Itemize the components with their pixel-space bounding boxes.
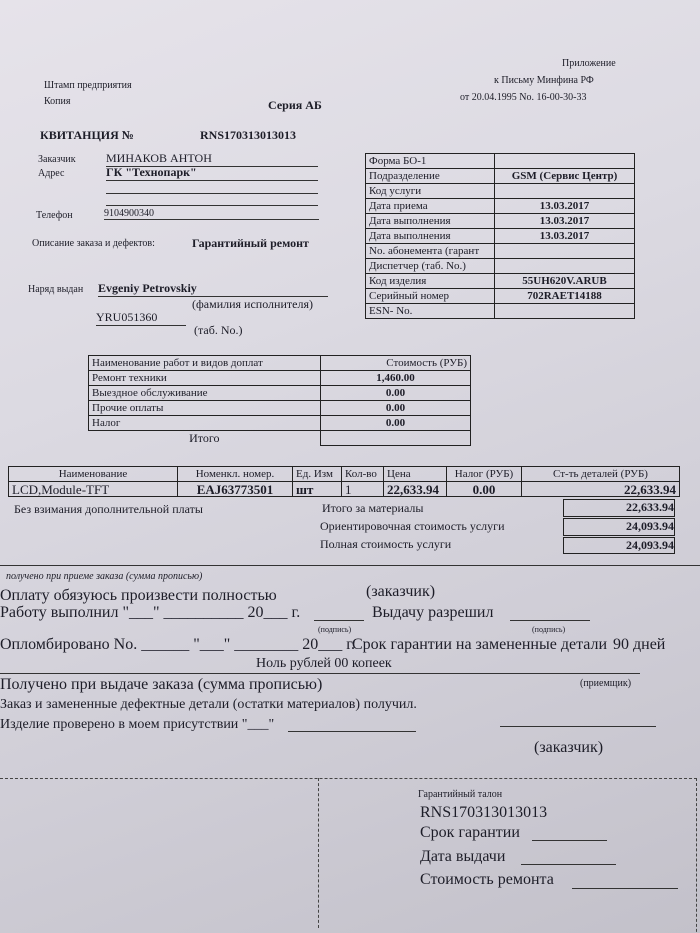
phone-label: Телефон	[36, 210, 73, 221]
customer-caption: (заказчик)	[366, 583, 436, 600]
coupon-issue-line	[521, 864, 616, 865]
address-line-3	[106, 205, 318, 206]
work-done-line: Работу выполнил "___" __________ 20___ г.	[0, 604, 301, 621]
form-row-label: Диспетчер (таб. No.)	[366, 259, 495, 274]
coupon-border	[0, 778, 697, 933]
form-row-label: Дата приема	[366, 199, 495, 214]
form-bo1-table	[365, 153, 635, 319]
parts-cell-code: EAJ63773501	[178, 482, 293, 497]
works-total-value	[321, 431, 471, 446]
parts-header: Номенкл. номер.	[178, 467, 293, 482]
works-table	[88, 355, 471, 446]
order-parts-text: Заказ и замененные дефектные детали (остатки материалов) получил.	[0, 697, 417, 712]
customer-caption-2: (заказчик)	[534, 739, 604, 756]
description-label: Описание заказа и дефектов:	[32, 238, 155, 249]
form-row-label: Дата выполнения	[366, 229, 495, 244]
work-done-signature-line	[314, 620, 364, 621]
coupon-divider	[318, 778, 319, 928]
warranty-days: 90 дней	[613, 636, 666, 653]
amount-words: Ноль рублей 00 копеек	[256, 656, 392, 671]
checked-line-1	[288, 731, 416, 732]
form-row-value: 55UH620V.ARUB	[495, 274, 635, 289]
materials-label: Итого за материалы	[322, 501, 424, 515]
works-row-name: Прочие оплаты	[89, 401, 321, 416]
form-row-value: 13.03.2017	[495, 229, 635, 244]
customer-value: МИНАКОВ АНТОН	[106, 151, 318, 167]
received-line	[0, 565, 700, 566]
issue-permit-line	[510, 620, 590, 621]
parts-table	[8, 466, 680, 497]
form-row-label: No. абонемента (гарант	[366, 244, 495, 259]
form-row-label: Код изделия	[366, 274, 495, 289]
works-row-name: Ремонт техники	[89, 371, 321, 386]
coupon-term-line	[532, 840, 607, 841]
appendix-line1: Приложение	[562, 58, 616, 69]
form-row-value	[495, 184, 635, 199]
receipt-label: КВИТАНЦИЯ №	[40, 128, 134, 142]
form-row	[366, 169, 635, 184]
parts-cell-tax: 0.00	[447, 482, 522, 497]
address-label: Адрес	[38, 168, 65, 179]
full-label: Полная стоимость услуги	[320, 537, 452, 551]
issue-permit-label: Выдачу разрешил	[372, 604, 494, 621]
form-row-value	[495, 244, 635, 259]
materials-value: 22,633.94	[563, 499, 675, 517]
form-row	[366, 244, 635, 259]
works-header-name: Наименование работ и видов доплат	[89, 356, 321, 371]
works-row-cost: 0.00	[321, 416, 471, 431]
tab-caption: (таб. No.)	[194, 323, 243, 337]
customer-label: Заказчик	[38, 154, 76, 165]
checked-line-2	[500, 726, 656, 727]
form-row	[366, 214, 635, 229]
works-header-cost: Стоимость (РУБ)	[321, 356, 471, 371]
form-row-label: Серийный номер	[366, 289, 495, 304]
stamp-label: Штамп предприятия	[44, 80, 132, 91]
receipt-number: RNS170313013013	[200, 128, 297, 142]
works-row-cost: 1,460.00	[321, 371, 471, 386]
acceptor-caption: (приемщик)	[580, 678, 632, 689]
phone-value: 9104900340	[104, 208, 319, 220]
parts-header: Кол-во	[342, 467, 384, 482]
no-charge-text: Без взимания дополнительной платы	[14, 502, 203, 516]
form-row-value	[495, 259, 635, 274]
series-label: Серия АБ	[268, 98, 322, 112]
issued-value: Evgeniy Petrovskiy	[98, 281, 328, 297]
form-row-value	[495, 304, 635, 319]
parts-cell-price: 22,633.94	[384, 482, 447, 497]
form-row	[366, 274, 635, 289]
form-row-label: Подразделение	[366, 169, 495, 184]
approx-label: Ориентировочная стоимость услуги	[320, 519, 505, 533]
appendix-line2: к Письму Минфина РФ	[494, 75, 594, 86]
coupon-cost: Стоимость ремонта	[420, 871, 554, 888]
form-row-value: 13.03.2017	[495, 214, 635, 229]
sealed-line: Опломбировано No. ______ "___" ________ 20___ г.	[0, 636, 356, 653]
form-row-label: Дата выполнения	[366, 214, 495, 229]
coupon-cost-line	[572, 888, 678, 889]
form-row	[366, 304, 635, 319]
copy-label: Копия	[44, 96, 71, 107]
parts-header: Ст-ть деталей (РУБ)	[522, 467, 680, 482]
received-issue-text: Получено при выдаче заказа (сумма прописью)	[0, 676, 323, 693]
works-total-label: Итого	[89, 431, 321, 446]
works-row-cost: 0.00	[321, 401, 471, 416]
parts-cell-unit: шт	[293, 482, 342, 497]
coupon-number: RNS170313013013	[420, 804, 548, 821]
form-row	[366, 229, 635, 244]
form-row-value: GSM (Сервис Центр)	[495, 169, 635, 184]
form-row-value: 13.03.2017	[495, 199, 635, 214]
parts-cell-total: 22,633.94	[522, 482, 680, 497]
full-value: 24,093.94	[563, 537, 675, 554]
parts-cell-name: LCD,Module-TFT	[9, 482, 178, 497]
form-row	[366, 184, 635, 199]
signature-caption-1: (подпись)	[318, 625, 352, 634]
description-value: Гарантийный ремонт	[192, 236, 309, 250]
address-value: ГК "Технопарк"	[106, 165, 318, 181]
checked-text: Изделие проверено в моем присутствии "___"	[0, 717, 275, 732]
approx-value: 24,093.94	[563, 518, 675, 536]
form-row-value: 702RAET14188	[495, 289, 635, 304]
form-row-label: ESN- No.	[366, 304, 495, 319]
parts-header: Наименование	[9, 467, 178, 482]
issued-label: Наряд выдан	[28, 284, 84, 295]
coupon-title: Гарантийный талон	[418, 789, 503, 800]
works-row-cost: 0.00	[321, 386, 471, 401]
address-line-2	[106, 193, 318, 194]
form-row-label: Код услуги	[366, 184, 495, 199]
works-row-name: Выездное обслуживание	[89, 386, 321, 401]
works-row-name: Налог	[89, 416, 321, 431]
executor-caption: (фамилия исполнителя)	[192, 297, 313, 311]
parts-cell-qty: 1	[342, 482, 384, 497]
parts-header: Цена	[384, 467, 447, 482]
appendix-line3: от 20.04.1995 No. 16-00-30-33	[460, 92, 587, 103]
form-row	[366, 259, 635, 274]
coupon-term: Срок гарантии	[420, 824, 520, 841]
parts-header: Ед. Изм	[293, 467, 342, 482]
form-row-label: Форма БО-1	[366, 154, 495, 169]
amount-line	[0, 673, 640, 674]
form-row	[366, 199, 635, 214]
received-small: получено при приеме заказа (сумма прописью)	[6, 571, 203, 582]
tab-value: YRU051360	[96, 310, 186, 326]
obligation-text: Оплату обязуюсь произвести полностью	[0, 587, 277, 604]
coupon-issue-date: Дата выдачи	[420, 848, 506, 865]
form-row-value	[495, 154, 635, 169]
form-row	[366, 154, 635, 169]
parts-header: Налог (РУБ)	[447, 467, 522, 482]
signature-caption-2: (подпись)	[532, 625, 566, 634]
form-row	[366, 289, 635, 304]
warranty-term-label: Срок гарантии на замененные детали	[352, 636, 608, 653]
